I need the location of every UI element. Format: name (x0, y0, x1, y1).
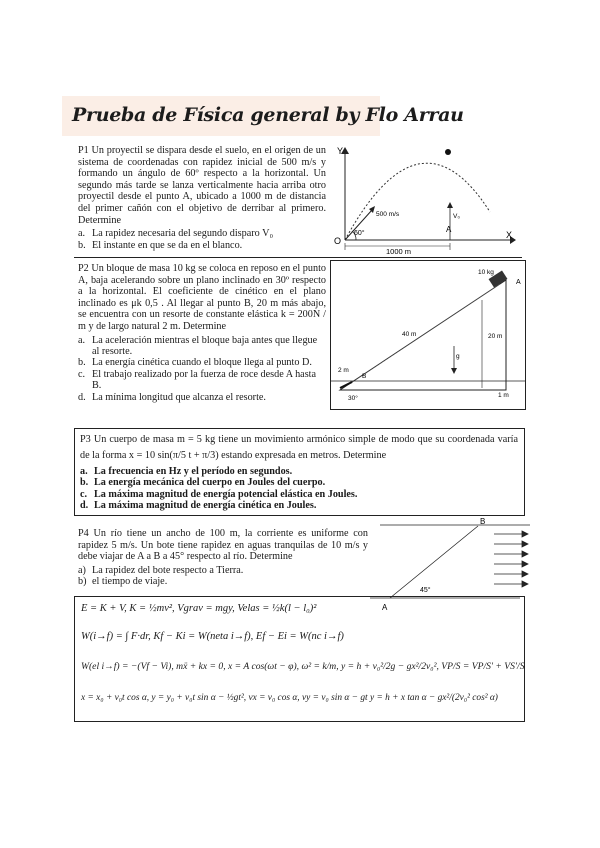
list-item: d. La mínima longitud que alcanza el resorte. (78, 391, 266, 403)
list-item: b. El instante en que se da en el blanco. (78, 239, 243, 251)
problem-1 (78, 145, 326, 251)
angle-label: 45° (420, 587, 431, 594)
y-axis-label: Y (337, 146, 344, 156)
mass-label: 10 kg (478, 269, 494, 276)
speed-label: 500 m/s (376, 211, 400, 218)
length-2-label: 2 m (338, 367, 349, 374)
formula-line: W(el i→f) = −(Vf − Vi), mẍ + kx = 0, x = A cos(ωt − φ), ω² = k/m, y = h + v₀²/2g − gx²/2v₀², VP/S = VP/S′ + VS′/S (81, 661, 525, 672)
list-item: a. La rapidez necesaria del segundo disparo V₀ (78, 228, 274, 240)
p4-text: P4 Un río tiene un ancho de 100 m, la corriente es uniforme con rapidez 5 m/s. Un bote tiene rapidez en aguas tranquilas de 10 m/s y debe viajar de A a B a 45° respecto al río. Determine (78, 528, 368, 563)
page-title: Prueba de Física general by Flo Arrau (72, 104, 464, 126)
point-a-label: A (516, 279, 521, 286)
one-m-label: 1 m (498, 392, 509, 399)
p2-items (78, 335, 326, 403)
angle-label: 60° (354, 230, 365, 237)
p1-figure (330, 140, 520, 260)
v0-arrow (447, 202, 453, 208)
path-a-to-b (390, 526, 478, 598)
list-item: c. El trabajo realizado por la fuerza de roce desde A hasta B. (78, 368, 317, 392)
length-20-label: 20 m (488, 333, 503, 340)
p2-figure (330, 260, 526, 410)
p1-items (78, 228, 326, 251)
list-item: b. La energía cinética cuando el bloque llega al punto D. (78, 357, 312, 369)
projectile-dot (445, 149, 451, 155)
x-axis-label: X (506, 230, 513, 240)
point-a-label: A (446, 225, 452, 234)
gravity-label: g (456, 353, 460, 360)
list-item: a. La frecuencia en Hz y el período en segundos. (80, 466, 293, 477)
length-40-label: 40 m (402, 331, 417, 338)
current-arrows (494, 531, 528, 587)
point-a-label: A (382, 603, 388, 612)
list-item: c. La máxima magnitud de energía potencial elástica en Joules. (80, 488, 358, 500)
p3-items (80, 466, 518, 512)
distance-label: 1000 m (386, 247, 412, 256)
angle-label: 30° (348, 395, 358, 402)
list-item: d. La máxima magnitud de energía cinética en Joules. (80, 500, 317, 512)
list-item: b) el tiempo de viaje. (78, 576, 168, 588)
p3-text: P3 Un cuerpo de masa m = 5 kg tiene un movimiento armónico simple de modo que su coordenada varía de la forma x = 10 sin(π/5 t + π/3) estando expresada en metros. Determine (80, 434, 518, 461)
list-item: b. La energía mecánica del cuerpo en Joules del cuerpo. (80, 477, 326, 489)
divider (74, 257, 522, 258)
v0-label: V₀ (453, 213, 461, 220)
formula-line: W(i→f) = ∫ F·dr, Kf − Ki = W(neta i→f), Ef − Ei = W(nc i→f) (81, 631, 344, 642)
point-b-label: B (362, 373, 367, 380)
p4-items (78, 565, 368, 588)
trajectory-path (345, 163, 490, 240)
problem-2 (78, 263, 326, 403)
formula-line: E = K + V, K = ½mv², Vgrav = mgy, Velas = ½k(l − l₀)² (81, 603, 317, 614)
problem-3-box (74, 428, 525, 516)
p2-text: P2 Un bloque de masa 10 kg se coloca en reposo en el punto A, baja acelerando sobre un plano inclinado en 30º respecto a la horizontal. El coeficiente de cinético en el plano inclinado es μk 0,5 . Al llegar al punto B, 20 m más abajo, se encuentra con un resorte de constante elástica k = 200N / m y de largo natural 2 m. Determine (78, 263, 326, 332)
gravity-arrow (451, 368, 457, 374)
formula-box (74, 596, 525, 722)
p1-text: P1 Un proyectil se dispara desde el suelo, en el origen de un sistema de coordenadas con rapidez inicial de 500 m/s y formando un ángulo de 60º respecto a la horizontal. Un segundo más tarde se lanza verticalmente hacia arriba otro proyectil desde el punto A, ubicado a 1000 m de distancia del primer cañón con el objetivo de derribar al primero. Determine (78, 145, 326, 226)
formula-line: x = x₀ + v₀t cos α, y = y₀ + v₀t sin α − ½gt², vx = v₀ cos α, vy = v₀ sin α − gt y = h + x tan α − gx²/(2v₀² cos² α) (81, 693, 498, 703)
origin-label: O (334, 236, 342, 246)
spring (340, 382, 352, 388)
list-item: a. La aceleración mientras el bloque baja antes que llegue al resorte. (78, 334, 318, 357)
list-item: a) La rapidez del bote respecto a Tierra. (78, 564, 244, 576)
point-b-label: B (480, 518, 486, 526)
problem-4 (78, 528, 368, 588)
